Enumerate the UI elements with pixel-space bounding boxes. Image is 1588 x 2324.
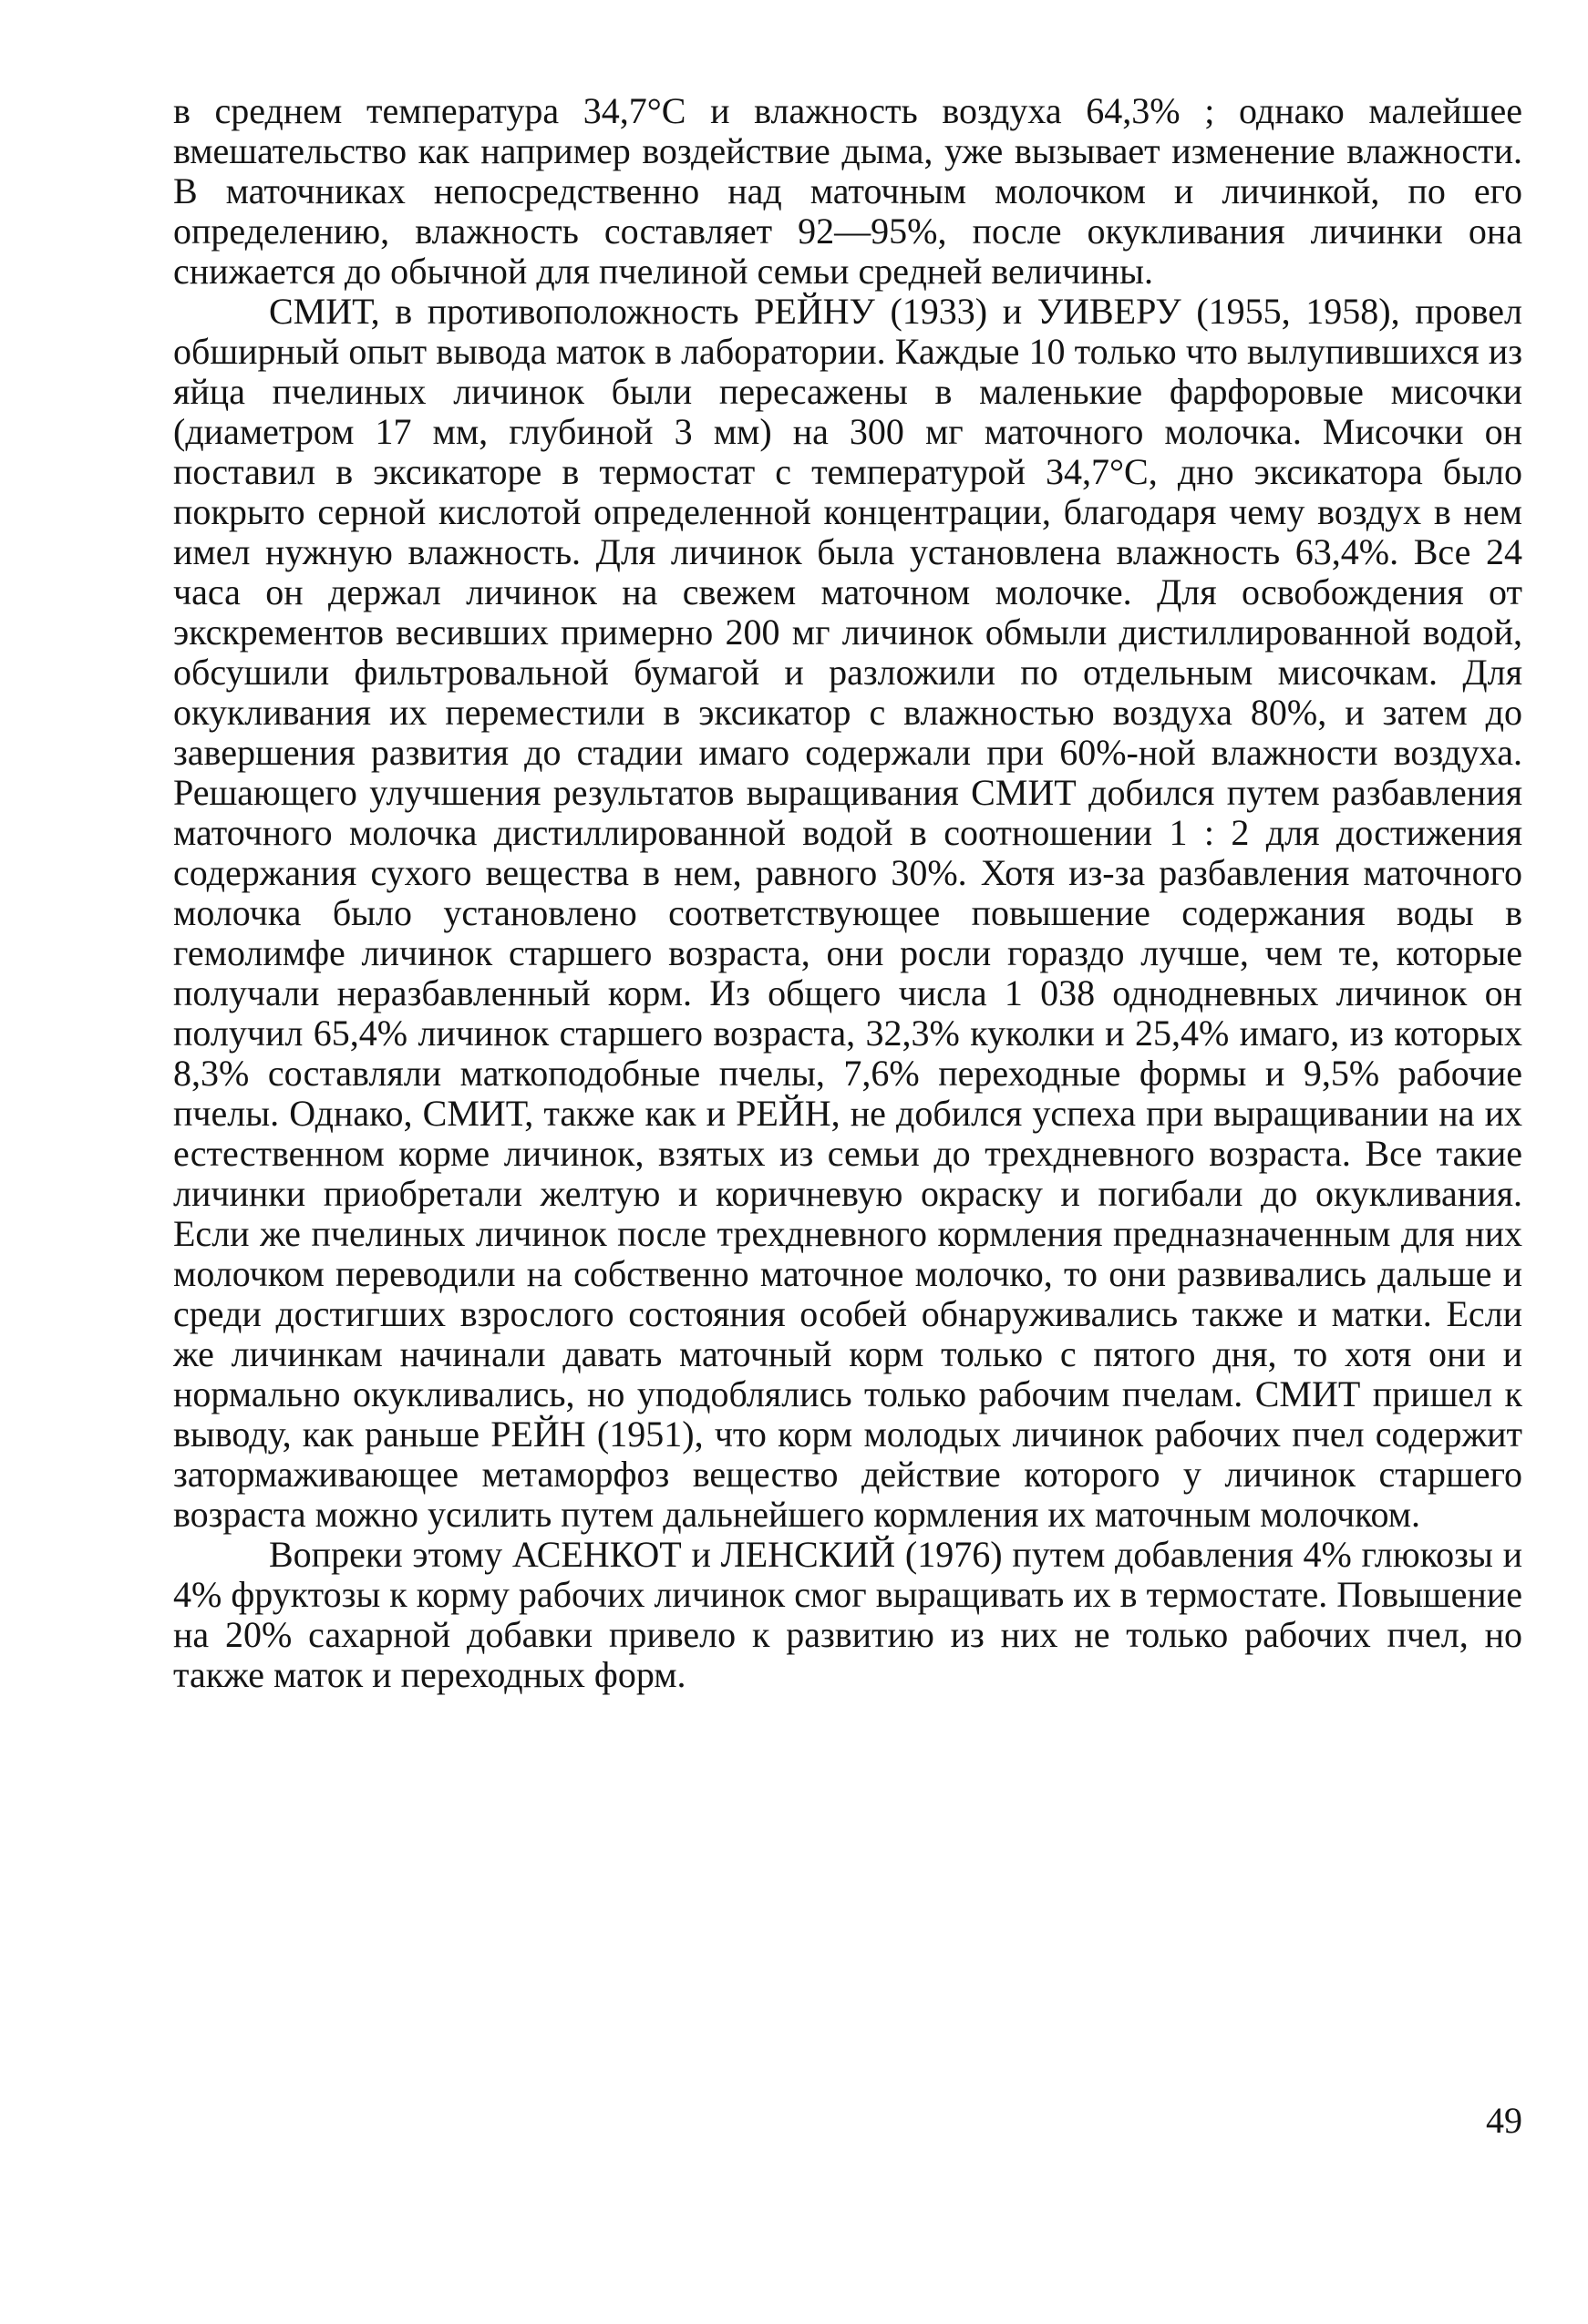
page-number: 49	[1486, 2100, 1522, 2141]
paragraph-asencot-lensky: Вопреки этому АСЕНКОТ и ЛЕНСКИЙ (1976) путем добавления 4% глюкозы и 4% фруктозы к корму рабочих личинок смог выращивать их в термостате. Повышение на 20% сахарной добавки привело к развитию из них не только рабочих пчел, но также маток и переходных форм.	[173, 1534, 1522, 1695]
paragraph-smith-experiment: СМИТ, в противоположность РЕЙНУ (1933) и УИВЕРУ (1955, 1958), провел обширный опыт вывода маток в лаборатории. Каждые 10 только что вылупившихся из яйца пчелиных личинок были пересажены в маленькие фарфоровые мисочки (диаметром 17 мм, глубиной 3 мм) на 300 мг маточного молочка. Мисочки он поставил в эксикаторе в термостат с температурой 34,7°С, дно эксикатора было покрыто серной кислотой определенной концентрации, благодаря чему воздух в нем имел нужную влажность. Для личинок была установлена влажность 63,4%. Все 24 часа он держал личинок на свежем маточном молочке. Для освобождения от экскрементов весивших примерно 200 мг личинок обмыли дистиллированной водой, обсушили фильтровальной бумагой и разложили по отдельным мисочкам. Для окукливания их переместили в эксикатор с влажностью воздуха 80%, и затем до завершения развития до стадии имаго содержали при 60%-ной влажности воздуха. Решающего улучшения результатов выращивания СМИТ добился путем разбавления маточного молочка дистиллированной водой в соотношении 1 : 2 для достижения содержания сухого вещества в нем, равного 30%. Хотя из-за разбавления маточного молочка было установлено соответствующее повышение содержания воды в гемолимфе личинок старшего возраста, они росли гораздо лучше, чем те, которые получали неразбавленный корм. Из общего числа 1 038 однодневных личинок он получил 65,4% личинок старшего возраста, 32,3% куколки и 25,4% имаго, из которых 8,3% составляли маткоподобные пчелы, 7,6% переходные формы и 9,5% рабочие пчелы. Однако, СМИТ, также как и РЕЙН, не добился успеха при выращивании на их естественном корме личинок, взятых из семьи до трехдневного возраста. Все такие личинки приобретали желтую и коричневую окраску и погибали до окукливания. Если же пчелиных личинок после трехдневного кормления предназначенным для них молочком переводили на собственно маточное молочко, то они развивались дальше и среди достигших взрослого состояния особей обнаруживались также и матки. Если же личинкам начинали давать маточный корм только с пятого дня, то хотя они и нормально окукливались, но уподоблялись только рабочим пчелам. СМИТ пришел к выводу, как раньше РЕЙН (1951), что корм молодых личинок рабочих пчел содержит затормаживающее метаморфоз вещество действие которого у личинок старшего возраста можно усилить путем дальнейшего кормления их маточным молочком.	[173, 291, 1522, 1535]
paragraph-humidity-continuation: в среднем температура 34,7°С и влажность воздуха 64,3% ; однако малейшее вмешательство как например воздействие дыма, уже вызывает изменение влажности. В маточниках непосредственно над маточным молочком и личинкой, по его определению, влажность составляет 92—95%, после окукливания личинки она снижается до обычной для пчелиной семьи средней величины.	[173, 90, 1522, 292]
body-text	[173, 91, 1522, 1695]
